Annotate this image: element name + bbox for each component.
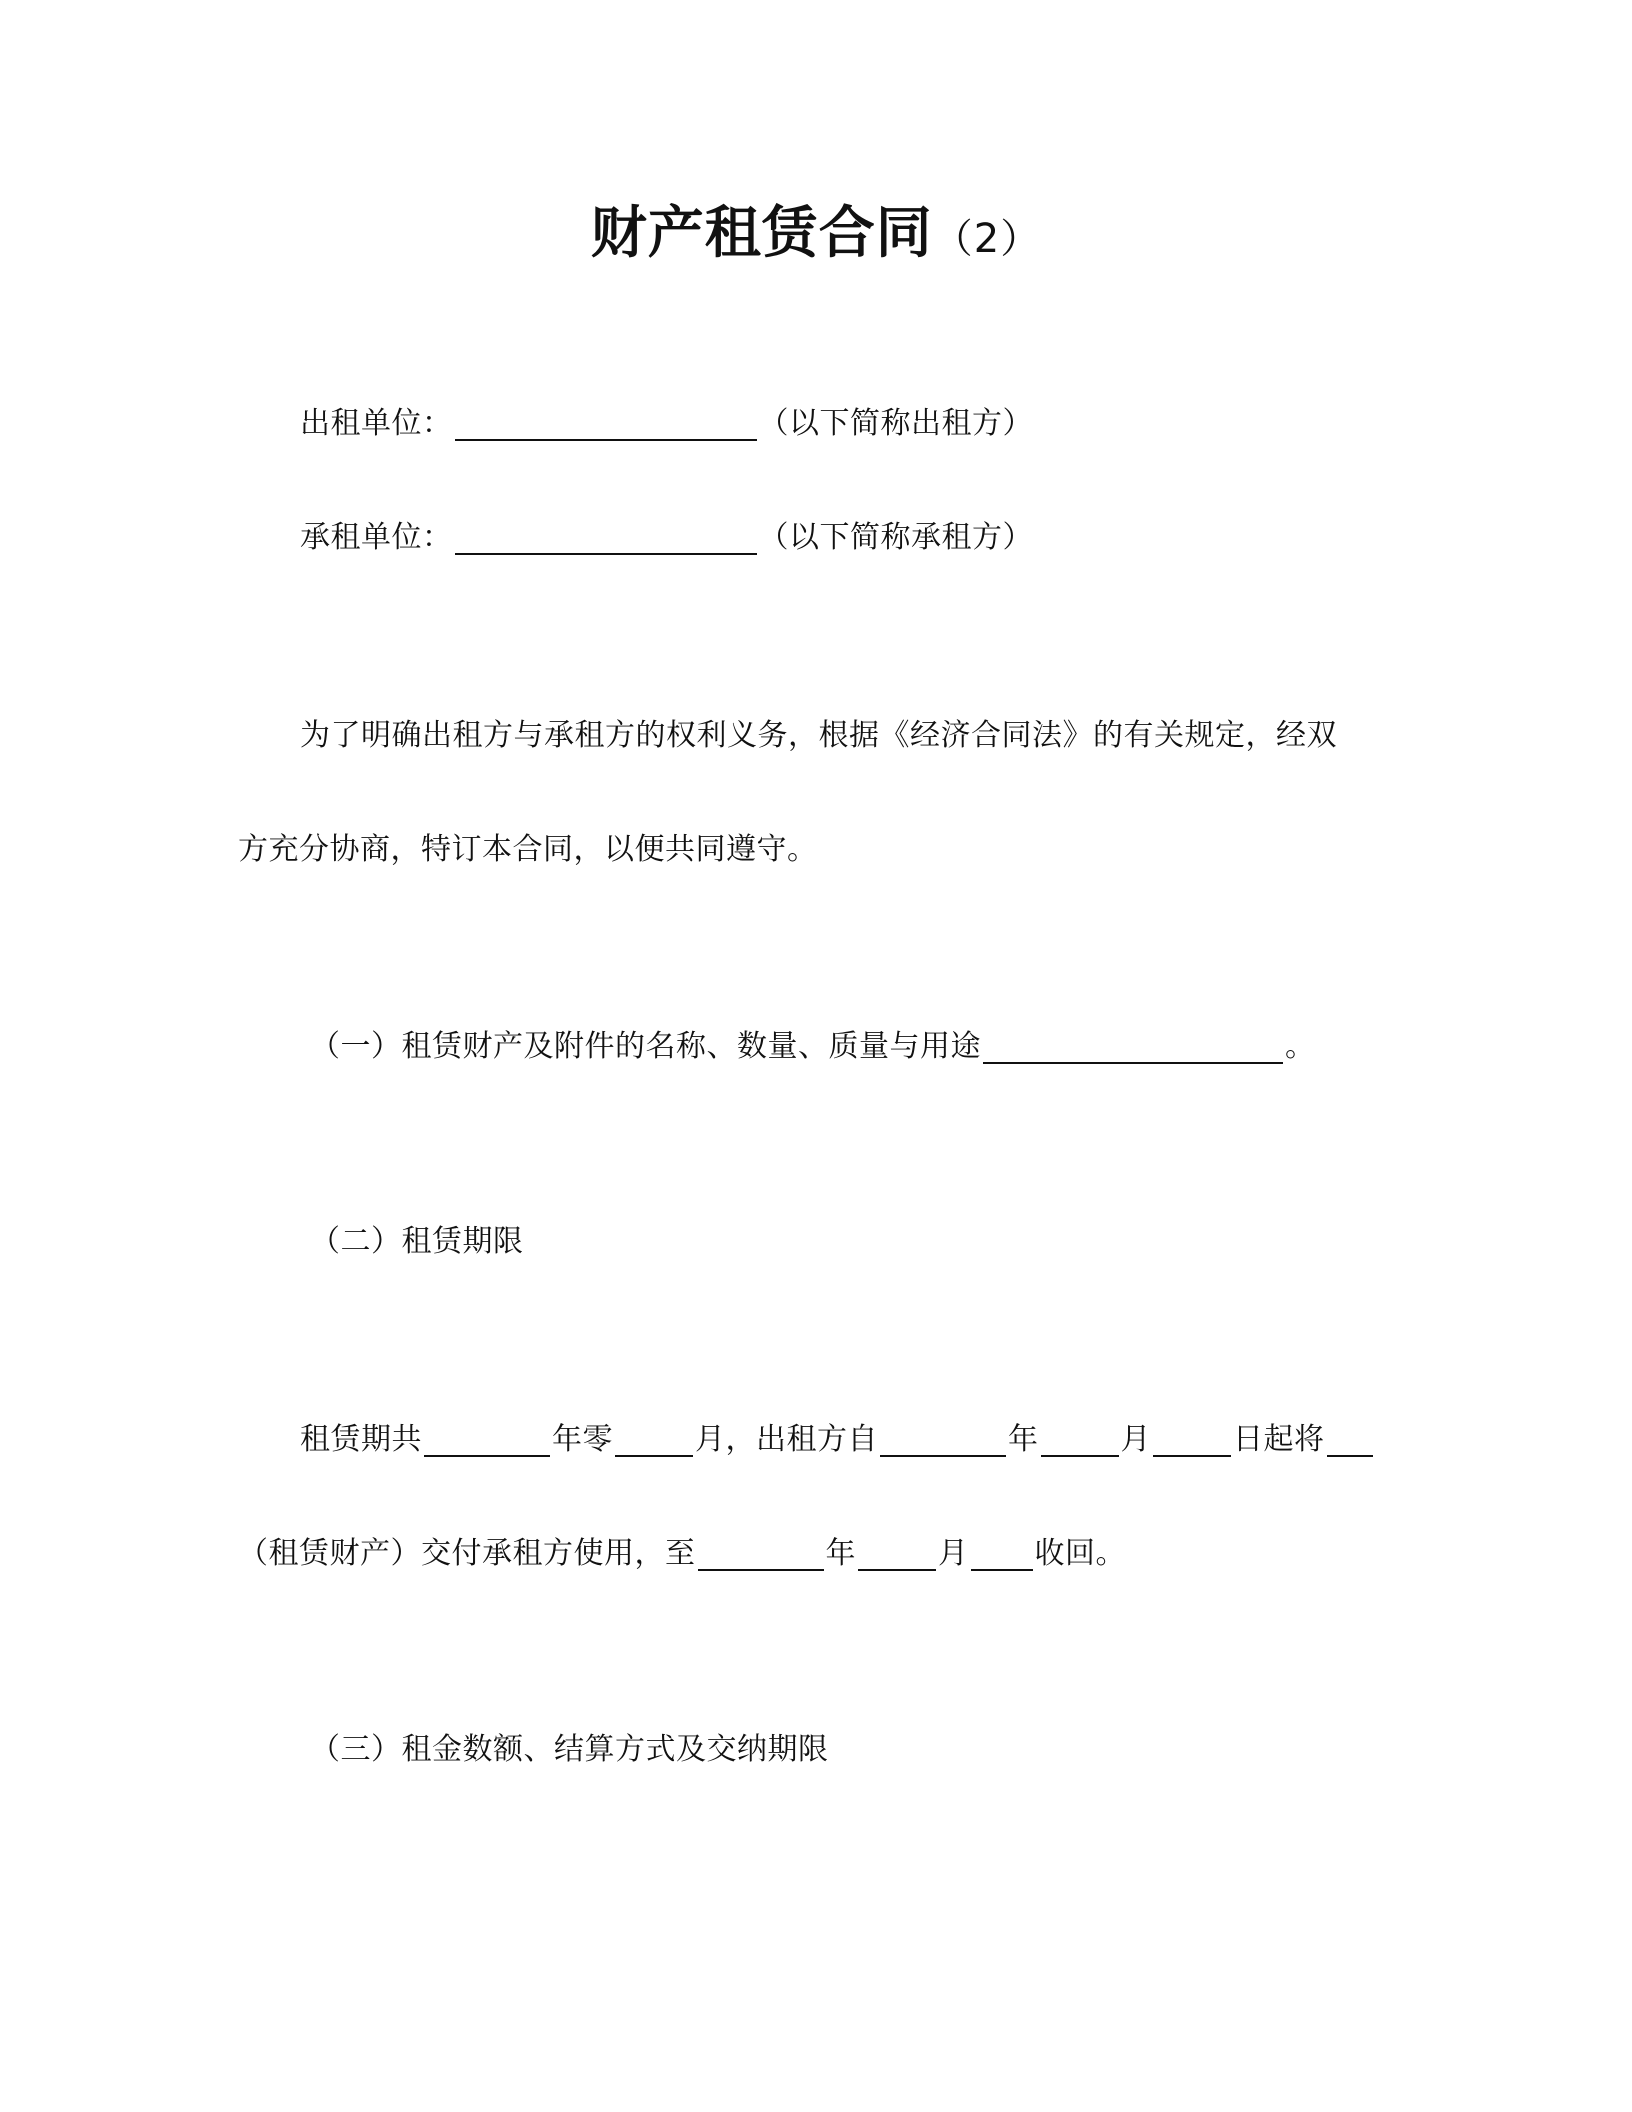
- term-text-6: 日起将: [1233, 1422, 1325, 1457]
- section-1-heading: （一）租赁财产及附件的名称、数量、质量与用途: [310, 1029, 981, 1064]
- section-1-line: [310, 1025, 1316, 1069]
- lessee-label: 承租单位：: [300, 520, 453, 555]
- term-text-8: 年: [825, 1536, 856, 1571]
- property-description-blank: [983, 1032, 1283, 1064]
- lessor-name-blank: [455, 409, 757, 441]
- term-months-blank: [615, 1425, 693, 1457]
- preamble-line-1: 为了明确出租方与承租方的权利义务，根据《经济合同法》的有关规定，经双: [300, 718, 1337, 753]
- start-month-blank: [1041, 1425, 1119, 1457]
- lessee-name-blank: [455, 523, 757, 555]
- end-year-blank: [698, 1539, 824, 1571]
- preamble-line-2: 方充分协商，特订本合同，以便共同遵守。: [238, 832, 818, 867]
- section-2-heading: （二）租赁期限: [310, 1224, 524, 1259]
- term-text-3: 月，出租方自: [695, 1422, 878, 1457]
- property-blank: [1327, 1425, 1373, 1457]
- end-month-blank: [858, 1539, 936, 1571]
- lessor-line: [300, 402, 1033, 446]
- title-text: 财产租赁合同: [590, 201, 933, 266]
- start-year-blank: [880, 1425, 1006, 1457]
- term-text-1: 租赁期共: [300, 1422, 422, 1457]
- lessor-label: 出租单位：: [300, 406, 453, 441]
- lessor-note: （以下简称出租方）: [758, 406, 1033, 441]
- start-day-blank: [1153, 1425, 1231, 1457]
- term-years-blank: [424, 1425, 550, 1457]
- term-text-9: 月: [938, 1536, 969, 1571]
- lessee-line: [300, 516, 1033, 560]
- term-line-1: [300, 1418, 1375, 1462]
- end-day-blank: [971, 1539, 1033, 1571]
- lessee-note: （以下简称承租方）: [758, 520, 1033, 555]
- term-text-5: 月: [1120, 1422, 1151, 1457]
- document-title: [0, 198, 1632, 275]
- title-suffix: （2）: [932, 216, 1042, 262]
- term-line-2: [238, 1532, 1126, 1576]
- term-text-7: （租赁财产）交付承租方使用，至: [238, 1536, 696, 1571]
- term-text-10: 收回。: [1034, 1536, 1126, 1571]
- term-text-4: 年: [1008, 1422, 1039, 1457]
- section-1-end: 。: [1285, 1029, 1316, 1064]
- section-3-heading: （三）租金数额、结算方式及交纳期限: [310, 1732, 829, 1767]
- term-text-2: 年零: [552, 1422, 613, 1457]
